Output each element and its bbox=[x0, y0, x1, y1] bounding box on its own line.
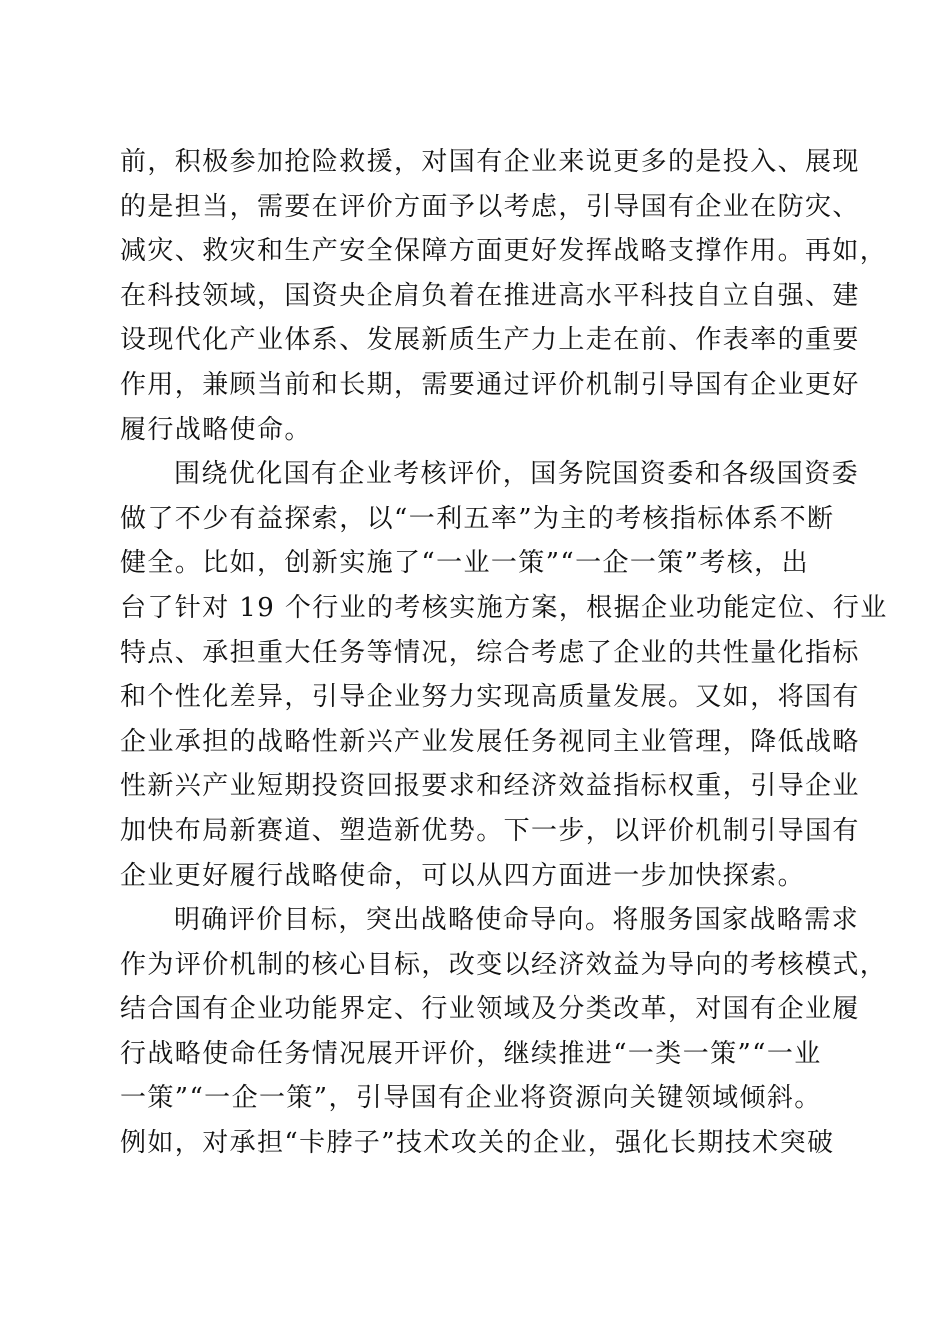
text-line: 健全。比如，创新实施了“一业一策”“一企一策”考核，出 bbox=[120, 548, 809, 579]
text-line: 做了不少有益探索，以“一利五率”为主的考核指标体系不断 bbox=[120, 503, 835, 534]
text-line: 结合国有企业功能界定、行业领域及分类改革，对国有企业履 bbox=[120, 994, 860, 1025]
text-line: 减灾、救灾和生产安全保障方面更好发挥战略支撑作用。再如， bbox=[120, 236, 888, 267]
text-line: 台了针对 19 个行业的考核实施方案，根据企业功能定位、行业 bbox=[120, 592, 888, 623]
text-line: 例如，对承担“卡脖子”技术攻关的企业，强化长期技术突破 bbox=[120, 1128, 835, 1159]
text-line: 设现代化产业体系、发展新质生产力上走在前、作表率的重要 bbox=[120, 325, 860, 356]
text-line: 作为评价机制的核心目标，改变以经济效益为导向的考核模式， bbox=[120, 949, 888, 980]
text-line: 履行战略使命。 bbox=[120, 414, 312, 445]
text-line: 特点、承担重大任务等情况，综合考虑了企业的共性量化指标 bbox=[120, 637, 860, 668]
text-line: 围绕优化国有企业考核评价，国务院国资委和各级国资委 bbox=[174, 459, 860, 490]
text-line: 作用，兼顾当前和长期，需要通过评价机制引导国有企业更好 bbox=[120, 369, 860, 400]
text-line: 加快布局新赛道、塑造新优势。下一步，以评价机制引导国有 bbox=[120, 815, 860, 846]
document-body bbox=[120, 140, 888, 1166]
text-line: 前，积极参加抢险救援，对国有企业来说更多的是投入、展现 bbox=[120, 147, 860, 177]
text-line: 企业更好履行战略使命，可以从四方面进一步加快探索。 bbox=[120, 860, 806, 891]
text-line: 企业承担的战略性新兴产业发展任务视同主业管理，降低战略 bbox=[120, 726, 860, 757]
text-line: 和个性化差异，引导企业努力实现高质量发展。又如，将国有 bbox=[120, 682, 860, 713]
text-line: 性新兴产业短期投资回报要求和经济效益指标权重，引导企业 bbox=[120, 771, 860, 802]
paragraph-3 bbox=[120, 898, 888, 1166]
text-line: 明确评价目标，突出战略使命导向。将服务国家战略需求 bbox=[174, 905, 860, 936]
text-line: 一策”“一企一策”，引导国有企业将资源向关键领域倾斜。 bbox=[120, 1083, 822, 1114]
text-line: 的是担当，需要在评价方面予以考虑，引导国有企业在防灾、 bbox=[120, 191, 860, 222]
text-line: 行战略使命任务情况展开评价，继续推进“一类一策”“一业 bbox=[120, 1038, 822, 1069]
paragraph-2 bbox=[120, 452, 888, 898]
text-line: 在科技领域，国资央企肩负着在推进高水平科技自立自强、建 bbox=[120, 280, 860, 311]
paragraph-1 bbox=[120, 140, 888, 452]
